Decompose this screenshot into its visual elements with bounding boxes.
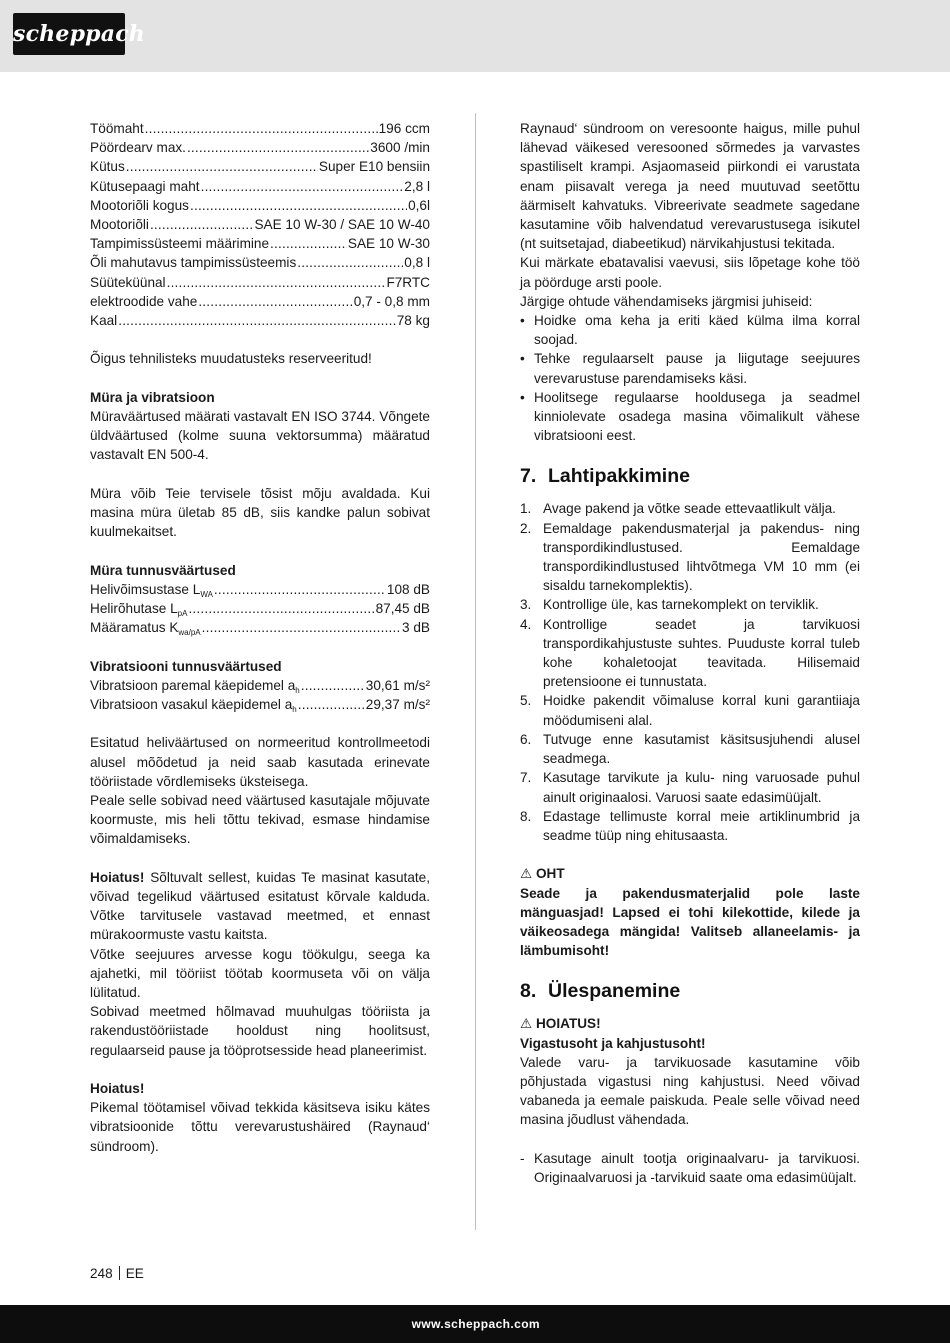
- measurement-subscript: pA: [177, 609, 188, 619]
- spec-row: [90, 234, 430, 253]
- noise-heading: Müra ja vibratsioon: [90, 389, 215, 405]
- measurement-label-text: Määramatus K: [90, 620, 179, 636]
- dash-item: [520, 1149, 860, 1187]
- spec-label: Töömaht: [90, 121, 144, 136]
- spec-label: elektroodide vahe: [90, 293, 198, 309]
- bullet-text: Tehke regulaarselt pause ja liigutage seejuures verevarustuse parendamiseks käsi.: [534, 351, 860, 386]
- leader-dots: [190, 196, 407, 215]
- leader-dots: [118, 311, 396, 330]
- step-text: Kontrollige üle, kas tarnekomplekt on terviklik.: [543, 597, 819, 613]
- spec-row: [90, 138, 430, 157]
- step-text: Eemaldage pakendusmaterjal ja pakendus- ning transpordikindlustused. Eemaldage transpordikindlustused lihtvõtmega VM 10 mm (ei sisaldu tarnekomplektis).: [543, 520, 860, 594]
- spec-label: Pöördearv max.: [90, 140, 186, 156]
- measurement-row: [90, 618, 430, 637]
- stated-values-text: Esitatud heliväärtused on normeeritud kontrollmeetodi alusel mõõdetud ja neid saab kasutada erinevate tööriistade võrdlemiseks üksteisega.: [90, 735, 430, 789]
- noise-values-list: [90, 580, 430, 638]
- bullet-item: [520, 311, 860, 349]
- measurement-subscript: WA: [200, 589, 213, 599]
- spec-row: [90, 196, 430, 215]
- spec-value: Super E10 bensiin: [318, 159, 430, 175]
- unpack-step: [520, 499, 860, 518]
- unpack-steps-list: [520, 499, 860, 845]
- left-column: [90, 119, 430, 1156]
- warning-2-label: Hoiatus!: [90, 1081, 145, 1097]
- unpack-step: [520, 691, 860, 729]
- leader-dots: [188, 599, 374, 618]
- section-7-heading: [520, 459, 860, 490]
- spec-value: 3600 /min: [370, 140, 430, 156]
- section-7-number: 7.: [520, 465, 537, 488]
- caution-text: Valede varu- ja tarvikuosade kasutamine võib põhjustada vigastusi ning kahjustusi. Need võivad vabaneda ja eemale paiskuda. Peale selle võivad need masina jõudlust vähendada.: [520, 1054, 860, 1128]
- spec-row: [90, 157, 430, 176]
- measurement-label-text: Helivõimsustase L: [90, 581, 201, 597]
- spec-label: Mootoriõli kogus: [90, 197, 189, 213]
- bullet-marker: •: [520, 389, 525, 405]
- measurement-value: 87,45 dB: [375, 601, 430, 617]
- dash-text: Kasutage ainult tootja originaalvaru- ja tarvikuosi. Originaalvaruosi ja -tarvikuid saate oma edasimüüjalt.: [534, 1150, 860, 1185]
- spec-value: 2,8 l: [404, 178, 430, 194]
- dash-list: [520, 1149, 860, 1187]
- spec-value: 0,6l: [408, 197, 430, 213]
- step-number: 1.: [520, 501, 532, 517]
- spec-value: SAE 10 W-30 / SAE 10 W-40: [254, 217, 430, 233]
- step-text: Kontrollige seadet ja tarvikuosi transpordikahjustuste suhtes. Puuduste korral tuleb kohe kohaletoojat teavitada. Hilisemaid pretensioone ei tunnustata.: [543, 616, 860, 690]
- measurement-value: 29,37 m/s²: [365, 697, 430, 713]
- unpack-step: [520, 768, 860, 806]
- bullet-text: Hoolitsege regulaarse hooldusega ja seadmel kinniolevate osadega masina võimalikult vähese vibratsiooni eest.: [534, 389, 860, 444]
- leader-dots: [202, 618, 401, 637]
- measurement-label-text: Vibratsioon paremal käepidemel a: [90, 677, 296, 693]
- leader-dots: [297, 253, 403, 272]
- measurement-value: 3 dB: [402, 620, 430, 636]
- leader-dots: [126, 157, 318, 176]
- step-number: 4.: [520, 616, 532, 632]
- spec-row: [90, 311, 430, 330]
- leader-dots: [298, 695, 365, 714]
- spec-value: SAE 10 W-30: [347, 236, 430, 252]
- measurement-row: [90, 695, 430, 714]
- step-text: Kasutage tarvikute ja kulu- ning varuosade puhul ainult originaalosi. Varuosi saate edasimüüjalt.: [543, 770, 860, 805]
- leader-dots: [270, 234, 347, 253]
- step-text: Edastage tellimuste korral meie artiklinumbrid ja seadme tüüp ning ehitusaasta.: [543, 808, 860, 843]
- spec-row: [90, 292, 430, 311]
- measurement-value: 108 dB: [386, 581, 430, 597]
- leader-dots: [198, 292, 352, 311]
- step-text: Avage pakend ja võtke seade ettevaatlikult välja.: [543, 501, 836, 517]
- measurement-label-text: Helirõhutase L: [90, 601, 178, 617]
- measurement-row: [90, 580, 430, 599]
- danger-label: ⚠ OHT: [520, 866, 565, 882]
- raynaud-text-2: Kui märkate ebatavalisi vaevusi, siis lõpetage kohe töö ja pöörduge arsti poole.: [520, 255, 860, 290]
- unpack-step: [520, 807, 860, 845]
- raynaud-text: Raynaud‘ sündroom on veresoonte haigus, mille puhul lähevad väikesed veresooned sõrmedes ja varvastes spastiliselt krampi. Asjaomaseid piirkondi ei varustata enam piisavalt verega ja need muutuvad seetõttu äärmiselt kahvatuks. Vibreerivate seadmete sagedane kasutamine võib halvendatud verevarustusega isikutel (nt suitsetajad, diabeetikud) närvikahjustusi tekitada.: [520, 121, 860, 252]
- spec-label: Mootoriõli: [90, 217, 149, 233]
- leader-dots: [301, 676, 365, 695]
- measurement-subscript: wa/pA: [178, 628, 201, 638]
- warning-1-label: Hoiatus!: [90, 869, 145, 885]
- step-text: Hoidke pakendit võimaluse korral kuni garantiiaja möödumiseni alal.: [543, 693, 860, 728]
- spec-row: [90, 177, 430, 196]
- column-divider: [475, 113, 476, 1230]
- noise-values-heading: Müra tunnusväärtused: [90, 562, 236, 578]
- spec-list: [90, 119, 430, 330]
- spec-value: 78 kg: [396, 313, 430, 329]
- spec-row: [90, 273, 430, 292]
- leader-dots: [150, 215, 254, 234]
- step-number: 5.: [520, 693, 532, 709]
- spec-value: 196 ccm: [378, 121, 430, 136]
- raynaud-text-3: Järgige ohtude vähendamiseks järgmisi juhiseid:: [520, 293, 813, 309]
- leader-dots: [145, 119, 378, 138]
- stated-values-text-2: Peale selle sobivad need väärtused kasutajale mõjuvate koormuste, mis heli tõttu tekivad, esmase hindamise võimaldamiseks.: [90, 793, 430, 847]
- caution-label: ⚠ HOIATUS!: [520, 1016, 601, 1032]
- spec-label: Süüteküünal: [90, 274, 166, 290]
- measurement-value: 30,61 m/s²: [365, 677, 430, 693]
- unpack-step: [520, 615, 860, 692]
- bullet-marker: •: [520, 313, 525, 329]
- spec-row: [90, 215, 430, 234]
- spec-label: Tampimissüsteemi määrimine: [90, 236, 270, 252]
- page-number: 248: [90, 1266, 113, 1281]
- step-text: Tutvuge enne kasutamist käsitsusjuhendi alusel seadmega.: [543, 731, 860, 767]
- measurement-subscript: h: [295, 685, 300, 695]
- step-number: 3.: [520, 597, 532, 613]
- section-8-title: Ülespanemine: [548, 980, 681, 1003]
- spec-label: Õli mahutavus tampimissüsteemis: [90, 255, 297, 271]
- spec-row: [90, 119, 430, 138]
- footer-separator: [119, 1266, 120, 1280]
- measurement-row: [90, 676, 430, 695]
- precaution-list: [520, 311, 860, 445]
- section-8-heading: [520, 974, 860, 1005]
- leader-dots: [201, 177, 404, 196]
- step-number: 7.: [520, 770, 532, 786]
- spec-value: 0,7 - 0,8 mm: [353, 293, 430, 309]
- vibration-values-list: [90, 676, 430, 714]
- measurement-row: [90, 599, 430, 618]
- page-footer: [90, 1264, 144, 1283]
- bullet-text: Hoidke oma keha ja eriti käed külma ilma korral soojad.: [534, 313, 860, 348]
- measurement-label-text: Vibratsioon vasakul käepidemel a: [90, 697, 293, 713]
- noise-warning: Müra võib Teie tervisele tõsist mõju avaldada. Kui masina müra ületab 85 dB, siis kandke palun sobivat kuulmekaitset.: [90, 485, 430, 540]
- step-number: 2.: [520, 520, 532, 536]
- leader-dots: [214, 580, 386, 599]
- section-8-number: 8.: [520, 980, 537, 1003]
- bullet-marker: •: [520, 351, 525, 367]
- warning-1-text-2: Võtke seejuures arvesse kogu töökulgu, seega ka ajahetki, mil tööriist töötab koormuseta või on välja lülitatud.: [90, 946, 430, 1001]
- unpack-step: [520, 595, 860, 614]
- danger-text: Seade ja pakendusmaterjalid pole laste mänguasjad! Lapsed ei tohi kilekottide, kilede ja väikeosadega mängida! Valitseb allaneelamis- ja lämbumisoht!: [520, 885, 860, 959]
- scheppach-logo: scheppach: [13, 13, 125, 55]
- warning-1: [90, 868, 430, 945]
- measurement-label: [90, 599, 187, 618]
- step-number: 6.: [520, 731, 532, 747]
- noise-text: Müraväärtused määrati vastavalt EN ISO 3744. Võngete üldväärtused (kolme suuna vektorsumma) määratud vastavalt EN 500-4.: [90, 409, 430, 463]
- section-7-title: Lahtipakkimine: [548, 465, 690, 488]
- vibration-heading: Vibratsiooni tunnusväärtused: [90, 658, 282, 674]
- leader-dots: [167, 273, 386, 292]
- language-code: EE: [125, 1266, 144, 1281]
- spec-row: [90, 253, 430, 272]
- measurement-label: [90, 676, 300, 695]
- bottom-band: [0, 1305, 950, 1343]
- spec-value: 0,8 l: [404, 255, 430, 271]
- warning-2-text: Pikemal töötamisel võivad tekkida käsitseva isiku kätes vibratsioonide tõttu verevarustushäired (Raynaud‘ sündroom).: [90, 1100, 430, 1154]
- measurement-subscript: h: [292, 705, 297, 715]
- dash-marker: -: [520, 1150, 525, 1166]
- bullet-item: [520, 388, 860, 446]
- spec-label: Kütus: [90, 159, 125, 175]
- measurement-label: [90, 580, 213, 599]
- bullet-item: [520, 349, 860, 387]
- reserve-note: Õigus tehnilisteks muudatusteks reserveeritud!: [90, 351, 372, 367]
- warning-1-text-3: Sobivad meetmed hõlmavad muuhulgas tööriista ja rakendustööriistade hooldust ning hoolitsust, regulaarseid pause ja tööprotsesside head planeerimist.: [90, 1004, 430, 1058]
- caution-subtitle: Vigastusoht ja kahjustusoht!: [520, 1035, 706, 1051]
- warning-1-text: Sõltuvalt sellest, kuidas Te masinat kasutate, võivad tegelikud väärtused esitatust kõrvale kalduda. Võtke tarvitusele vastavad meetmed, et ennast mürakoormuste vastu kaitsta.: [90, 869, 430, 943]
- spec-label: Kütusepaagi maht: [90, 178, 200, 194]
- measurement-label: [90, 618, 201, 637]
- website-link[interactable]: www.scheppach.com: [411, 1317, 540, 1331]
- step-number: 8.: [520, 808, 532, 824]
- header-band: [0, 0, 950, 72]
- unpack-step: [520, 730, 860, 768]
- measurement-label: [90, 695, 297, 714]
- spec-value: F7RTC: [386, 274, 430, 290]
- right-column: [520, 119, 860, 1187]
- spec-label: Kaal: [90, 313, 118, 329]
- leader-dots: [187, 138, 369, 157]
- unpack-step: [520, 519, 860, 596]
